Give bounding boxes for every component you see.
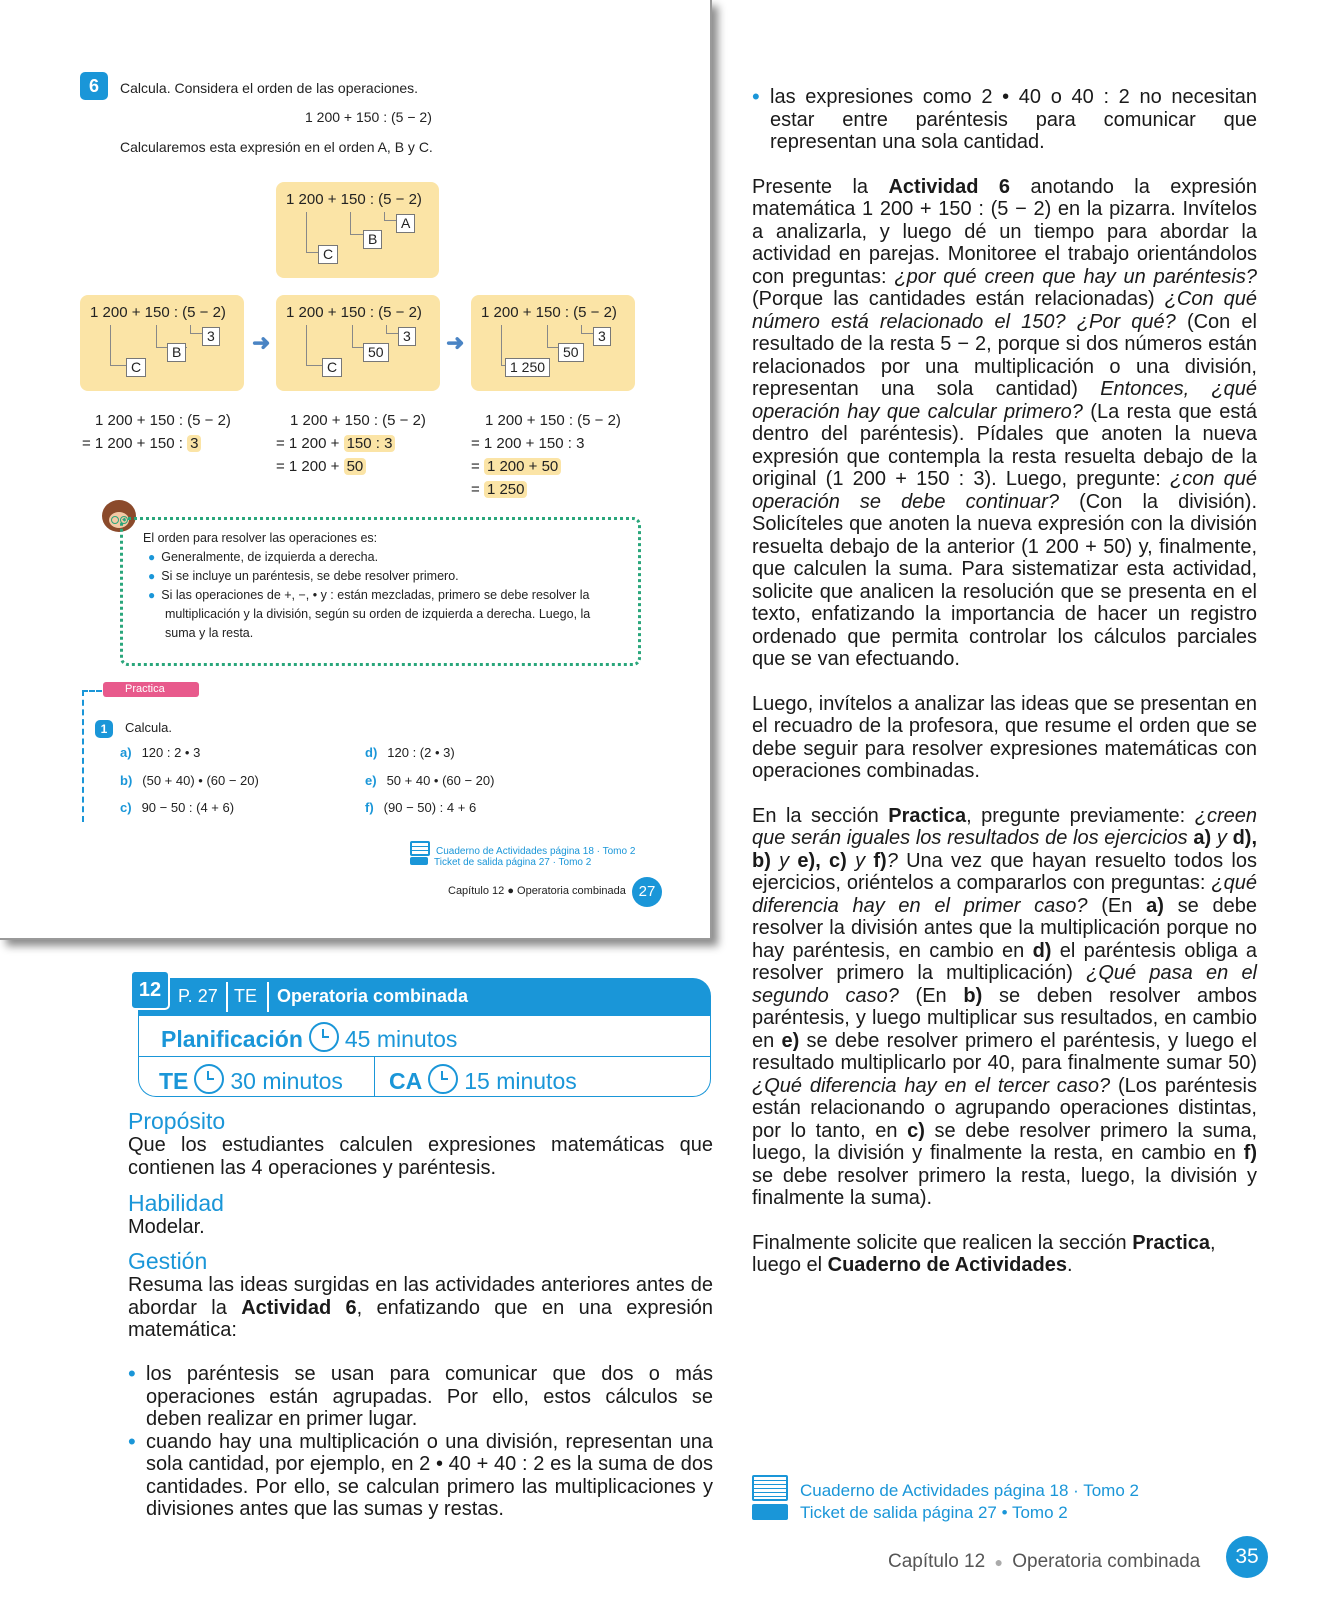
plan-page: P. 27 xyxy=(178,986,218,1006)
text-bold: Practica xyxy=(1132,1231,1211,1254)
tag-a: A xyxy=(396,214,415,233)
text-bold: Cuaderno de Actividades xyxy=(827,1254,1067,1276)
tag-50: 50 xyxy=(558,343,584,362)
text: anotando la expresión matemática 1 200 + 150 : (5 − 2) en la pizarra. Invítelos a analizarla, y luego dé un tiempo para abordar la actividad en parejas. Monitoree el trabajo orientándolos con preguntas: xyxy=(752,175,1257,288)
bullet-item-3 xyxy=(752,86,1257,154)
text-italic: ¿con qué operación se debe continuar? xyxy=(752,468,1258,513)
planificacion-time: 45 minutos xyxy=(344,1026,458,1052)
practica-bracket xyxy=(82,690,102,822)
step1-line1: 1 200 + 150 : (5 − 2) xyxy=(95,412,231,429)
gestion-bullets xyxy=(128,1363,713,1521)
text-bold: d) xyxy=(1032,939,1052,962)
tip-item-1-text: Generalmente, de izquierda a derecha. xyxy=(161,550,379,564)
arrow-right-icon: ➜ xyxy=(446,330,465,355)
divider xyxy=(139,1056,710,1057)
gestion-bold: Actividad 6 xyxy=(241,1296,357,1319)
gestion-text-1: Resuma las ideas surgidas en las actividades anteriores antes de abordar la xyxy=(128,1274,713,1319)
alarm-clock-icon xyxy=(194,1064,224,1094)
planning-header xyxy=(138,978,711,1016)
step2-line2 xyxy=(276,435,395,452)
text-bold: Actividad 6 xyxy=(888,175,1011,198)
exercise-letter: b) xyxy=(120,773,133,788)
activity-number-badge: 6 xyxy=(80,72,108,100)
habilidad-text: Modelar. xyxy=(128,1216,205,1238)
text: se deben resolver ambos paréntesis, y luego multiplicar sus resultados, en cambio en xyxy=(752,984,1258,1052)
arrow-right-icon: ➜ xyxy=(252,330,271,355)
tip-intro: El orden para resolver las operaciones es: xyxy=(143,531,378,545)
text: (Con el resultado de la resta 5 − 2, porque si dos números están relacionados por una multiplicación o una división, representan una sola cantidad) xyxy=(752,310,1257,400)
pencil-icon xyxy=(103,682,199,697)
text: Presente la xyxy=(752,175,869,198)
tip-item-1: ● Generalmente, de izquierda a derecha. xyxy=(148,550,379,564)
step1-line2-text: = 1 200 + 150 : xyxy=(82,435,183,452)
student-ref-cuaderno xyxy=(410,841,635,857)
habilidad-title: Habilidad xyxy=(128,1190,224,1216)
step3-line3 xyxy=(471,458,561,475)
tag-b: B xyxy=(363,230,382,249)
diagram-box-step-1 xyxy=(80,295,244,391)
tag-50: 50 xyxy=(363,343,389,362)
planning-box xyxy=(138,978,713,1098)
spacer xyxy=(752,783,1257,805)
divider xyxy=(226,982,228,1012)
bullet-text: cuando hay una multiplicación o una división, representan una sola cantidad, por ejemplo, en 2 • 40 + 40 : 2 es la suma de dos cantidades. Por ello, se calculan primero las multiplicaciones y divisiones antes que las sumas y restas. xyxy=(146,1430,713,1520)
proposito-text: Que los estudiantes calculen expresiones matemáticas que contienen las 4 operaciones y paréntesis. xyxy=(128,1134,713,1179)
exercise-instruction: Calcula. xyxy=(125,720,172,735)
exercise-expr: (50 + 40) • (60 − 20) xyxy=(142,773,259,788)
exercise-a xyxy=(120,745,200,760)
text-bold: f) xyxy=(1243,1142,1257,1164)
text: (Los paréntesis están relacionando o agrupando operaciones distintas, por lo tanto, en xyxy=(752,1074,1257,1142)
text-bold: Practica xyxy=(888,804,967,827)
tip-item-3-end: suma y la resta. xyxy=(165,626,254,640)
te-label: TE xyxy=(159,1068,189,1094)
diagram-box-step-3 xyxy=(471,295,635,391)
text-bold: f) xyxy=(873,849,887,872)
footer-separator: ● xyxy=(994,1554,1003,1570)
book-icon xyxy=(410,841,430,856)
text-italic: y xyxy=(779,849,790,872)
step3-line4-highlight: 1 250 xyxy=(484,481,528,498)
text: se debe resolver primero el paréntesis, y luego el resultado multiplicarlo por 40, para finalmente sumar 50) xyxy=(752,1029,1257,1074)
student-ref-ticket xyxy=(410,857,591,868)
activity-expression: 1 200 + 150 : (5 − 2) xyxy=(305,109,432,125)
step2-line1: 1 200 + 150 : (5 − 2) xyxy=(290,412,426,429)
text: En la sección xyxy=(752,804,879,827)
exercise-expr: 90 − 50 : (4 + 6) xyxy=(141,800,235,815)
text-bold: e) xyxy=(781,1029,800,1052)
step1-line2-highlight: 3 xyxy=(187,435,201,452)
spacer xyxy=(752,1210,1257,1232)
student-ref-ticket-text: Ticket de salida página 27 · Tomo 2 xyxy=(434,857,592,868)
exercise-f xyxy=(365,800,476,815)
tip-item-3-cont: multiplicación y la división, según su orden de izquierda a derecha. Luego, la xyxy=(165,607,591,621)
paragraph-2: Luego, invítelos a analizar las ideas que se presentan en el recuadro de la profesora, que resume el orden que se debe seguir para resolver expresiones matemáticas con operaciones combinadas. xyxy=(752,692,1257,782)
text: (Con la división). Solicíteles que anoten la nueva expresión con la división resuelta debajo de la anterior (1 200 + 50) y, finalmente, que calculen la suma. Para sistematizar esta actividad, solicite que analicen la resolución que se presenta en el texto, enfatizando la importancia de hacer un registro ordenado que permita controlar los cálculos parciales que se van efectuando. xyxy=(752,490,1258,670)
text-italic: ¿por qué creen que hay un paréntesis? xyxy=(894,265,1257,288)
exercise-b xyxy=(120,773,259,788)
text: . xyxy=(1066,1254,1073,1276)
exercise-number-badge: 1 xyxy=(95,720,113,738)
activity-instruction: Calcula. Considera el orden de las operaciones. xyxy=(120,80,419,96)
text: Finalmente solicite que realicen la sección xyxy=(752,1231,1127,1254)
page-footer xyxy=(888,1551,1200,1573)
exercise-letter: f) xyxy=(365,800,374,815)
ref-cuaderno-text: Cuaderno de Actividades página 18 · Tomo 2 xyxy=(800,1481,1139,1500)
step1-line2 xyxy=(82,435,201,452)
exercise-expr: 120 : 2 • 3 xyxy=(141,745,201,760)
divider xyxy=(267,982,269,1012)
text: , pregunte previamente: xyxy=(966,804,1186,827)
paragraph-3 xyxy=(752,805,1257,1210)
step3-line4 xyxy=(471,481,527,498)
step2-line2-text: = 1 200 + xyxy=(276,435,340,452)
proposito-title: Propósito xyxy=(128,1108,226,1134)
divider xyxy=(374,1056,375,1096)
step3-line1: 1 200 + 150 : (5 − 2) xyxy=(485,412,621,429)
tag-c: C xyxy=(322,358,342,377)
text-italic: y xyxy=(855,849,866,872)
eq-sign: = xyxy=(471,458,480,475)
bullet-item-2 xyxy=(128,1431,713,1521)
text-italic: ¿creen que serán iguales los resultados de los ejercicios xyxy=(752,804,1257,849)
student-page-number: 27 xyxy=(632,877,662,907)
text-italic: ¿Qué diferencia hay en el tercer caso? xyxy=(752,1074,1111,1097)
gestion-title: Gestión xyxy=(128,1248,208,1274)
bullet-item-1 xyxy=(128,1363,713,1431)
footer-chapter: Capítulo 12 xyxy=(888,1551,986,1572)
footer-topic: Operatoria combinada xyxy=(1012,1551,1201,1572)
text-italic: ¿Con qué número está relacionado el 150? ¿Por qué? xyxy=(752,288,1257,333)
text: (En xyxy=(1101,894,1133,917)
diagram-expression: 1 200 + 150 : (5 − 2) xyxy=(286,304,422,321)
step2-line3 xyxy=(276,458,366,475)
step2-line3-text: = 1 200 + xyxy=(276,458,340,475)
exercise-letter: c) xyxy=(120,800,132,815)
text-italic: ? xyxy=(886,849,898,872)
exercise-expr: 50 + 40 • (60 − 20) xyxy=(386,773,495,788)
text: se debe resolver la división antes que la multiplicación porque no hay paréntesis, en cambio en xyxy=(752,894,1258,962)
exercise-e xyxy=(365,773,494,788)
student-footer: Capítulo 12 ● Operatoria combinada xyxy=(448,885,626,897)
gestion-text-2: , enfatizando que en una expresión matemática: xyxy=(128,1296,714,1341)
text-bold: b) xyxy=(752,849,771,872)
step3-line3-highlight: 1 200 + 50 xyxy=(484,458,561,475)
practica-label: Practica xyxy=(125,683,165,695)
ref-ticket-text: Ticket de salida página 27 • Tomo 2 xyxy=(800,1503,1068,1522)
exercise-d xyxy=(365,745,455,760)
ca-row xyxy=(389,1064,577,1095)
diagram-box-top xyxy=(276,182,439,278)
step2-line2-highlight: 150 : 3 xyxy=(344,435,396,452)
text-italic: ¿Qué pasa en el segundo caso? xyxy=(752,962,1258,1007)
plan-te: TE xyxy=(234,986,258,1006)
ca-time: 15 minutos xyxy=(464,1068,577,1094)
eq-sign: = xyxy=(471,481,480,498)
tip-item-2-text: Si se incluye un paréntesis, se debe resolver primero. xyxy=(161,569,459,583)
text-bold: e), xyxy=(797,849,821,872)
text-italic: Entonces, ¿qué operación hay que calcular primero? xyxy=(752,378,1257,423)
text-bold: a) xyxy=(1193,827,1212,849)
gestion-text xyxy=(128,1274,713,1342)
order-note: Calcularemos esta expresión en el orden A, B y C. xyxy=(120,139,433,155)
text-bold: a) xyxy=(1146,894,1164,917)
ref-cuaderno xyxy=(752,1475,1139,1501)
text: se debe resolver primero la resta, luego, la división y finalmente la suma). xyxy=(752,1164,1257,1209)
exercise-letter: e) xyxy=(365,773,377,788)
exercise-letter: a) xyxy=(120,745,132,760)
te-time: 30 minutos xyxy=(230,1068,343,1094)
tag-3: 3 xyxy=(593,327,611,346)
diagram-box-step-2 xyxy=(276,295,440,391)
chapter-badge: 12 xyxy=(130,970,170,1010)
tag-b: B xyxy=(167,343,186,362)
ticket-icon xyxy=(752,1504,788,1520)
right-column xyxy=(752,86,1257,1277)
ca-label: CA xyxy=(389,1068,423,1094)
step3-line2: = 1 200 + 150 : 3 xyxy=(471,435,585,452)
planificacion-row xyxy=(161,1022,457,1053)
exercise-expr: 120 : (2 • 3) xyxy=(387,745,455,760)
text: (La resta que está dentro del paréntesis). Pídales que anoten la nueva expresión que contempla la resta resuelta debajo de la original (1 200 + 150 : 3). Luego, pregunte: xyxy=(752,400,1258,490)
book-icon xyxy=(752,1475,788,1501)
exercise-expr: (90 − 50) : 4 + 6 xyxy=(383,800,477,815)
page-number: 35 xyxy=(1226,1536,1268,1578)
spacer xyxy=(752,154,1257,176)
tag-c: C xyxy=(126,358,146,377)
diagram-expression: 1 200 + 150 : (5 − 2) xyxy=(481,304,617,321)
text: se debe resolver primero la suma, luego, la división y finalmente la resta, en cambio en xyxy=(752,1119,1257,1164)
tag-1250: 1 250 xyxy=(505,358,550,377)
alarm-clock-icon xyxy=(309,1022,339,1052)
text-italic: ¿qué diferencia hay en el primer caso? xyxy=(752,872,1257,917)
text: , luego el xyxy=(752,1231,1216,1276)
diagram-expression: 1 200 + 150 : (5 − 2) xyxy=(286,191,422,208)
tag-3: 3 xyxy=(202,327,220,346)
planning-body xyxy=(138,1016,711,1097)
paragraph-4 xyxy=(752,1232,1257,1277)
diagram-expression: 1 200 + 150 : (5 − 2) xyxy=(90,304,226,321)
student-page-thumbnail xyxy=(0,0,712,940)
text: (En xyxy=(915,984,947,1007)
exercise-c xyxy=(120,800,234,815)
ticket-icon xyxy=(410,857,428,865)
tag-3: 3 xyxy=(398,327,416,346)
bullet-text: las expresiones como 2 • 40 o 40 : 2 no necesitan estar entre paréntesis para comunicar que representan una sola cantidad. xyxy=(770,86,1257,153)
teacher-tip-box xyxy=(120,517,641,666)
text-italic: y xyxy=(1216,827,1227,849)
step2-line3-highlight: 50 xyxy=(344,458,367,475)
text: el paréntesis obliga a resolver primero la multiplicación) xyxy=(752,939,1258,984)
spacer xyxy=(752,671,1257,693)
text-bold: c) xyxy=(907,1119,925,1142)
ref-ticket xyxy=(752,1503,1068,1523)
student-ref-cuaderno-text: Cuaderno de Actividades página 18 · Tomo 2 xyxy=(436,846,636,857)
text-bold: d), xyxy=(1232,827,1258,849)
tip-item-2: ● Si se incluye un paréntesis, se debe resolver primero. xyxy=(148,569,459,583)
paragraph-1 xyxy=(752,176,1257,671)
bullet-text: los paréntesis se usan para comunicar que dos o más operaciones están agrupadas. Por ello, estos cálculos se deben realizar en primer lugar. xyxy=(146,1363,713,1430)
plan-title: Operatoria combinada xyxy=(277,986,469,1006)
tag-c: C xyxy=(318,245,338,264)
tip-item-3: ● Si las operaciones de +, −, • y : están mezcladas, primero se debe resolver la xyxy=(148,588,590,602)
text: Una vez que hayan resuelto todos los ejercicios, oriéntelos a compararlos con preguntas: xyxy=(752,849,1257,894)
alarm-clock-icon xyxy=(428,1064,458,1094)
exercise-letter: d) xyxy=(365,745,378,760)
text-bold: b) xyxy=(963,984,983,1007)
planificacion-label: Planificación xyxy=(161,1026,303,1052)
tip-item-3-text: Si las operaciones de +, −, • y : están mezcladas, primero se debe resolver la xyxy=(161,588,590,602)
te-row xyxy=(159,1064,343,1095)
text-bold: c) xyxy=(829,849,847,872)
text: (Porque las cantidades están relacionadas) xyxy=(752,288,1155,310)
